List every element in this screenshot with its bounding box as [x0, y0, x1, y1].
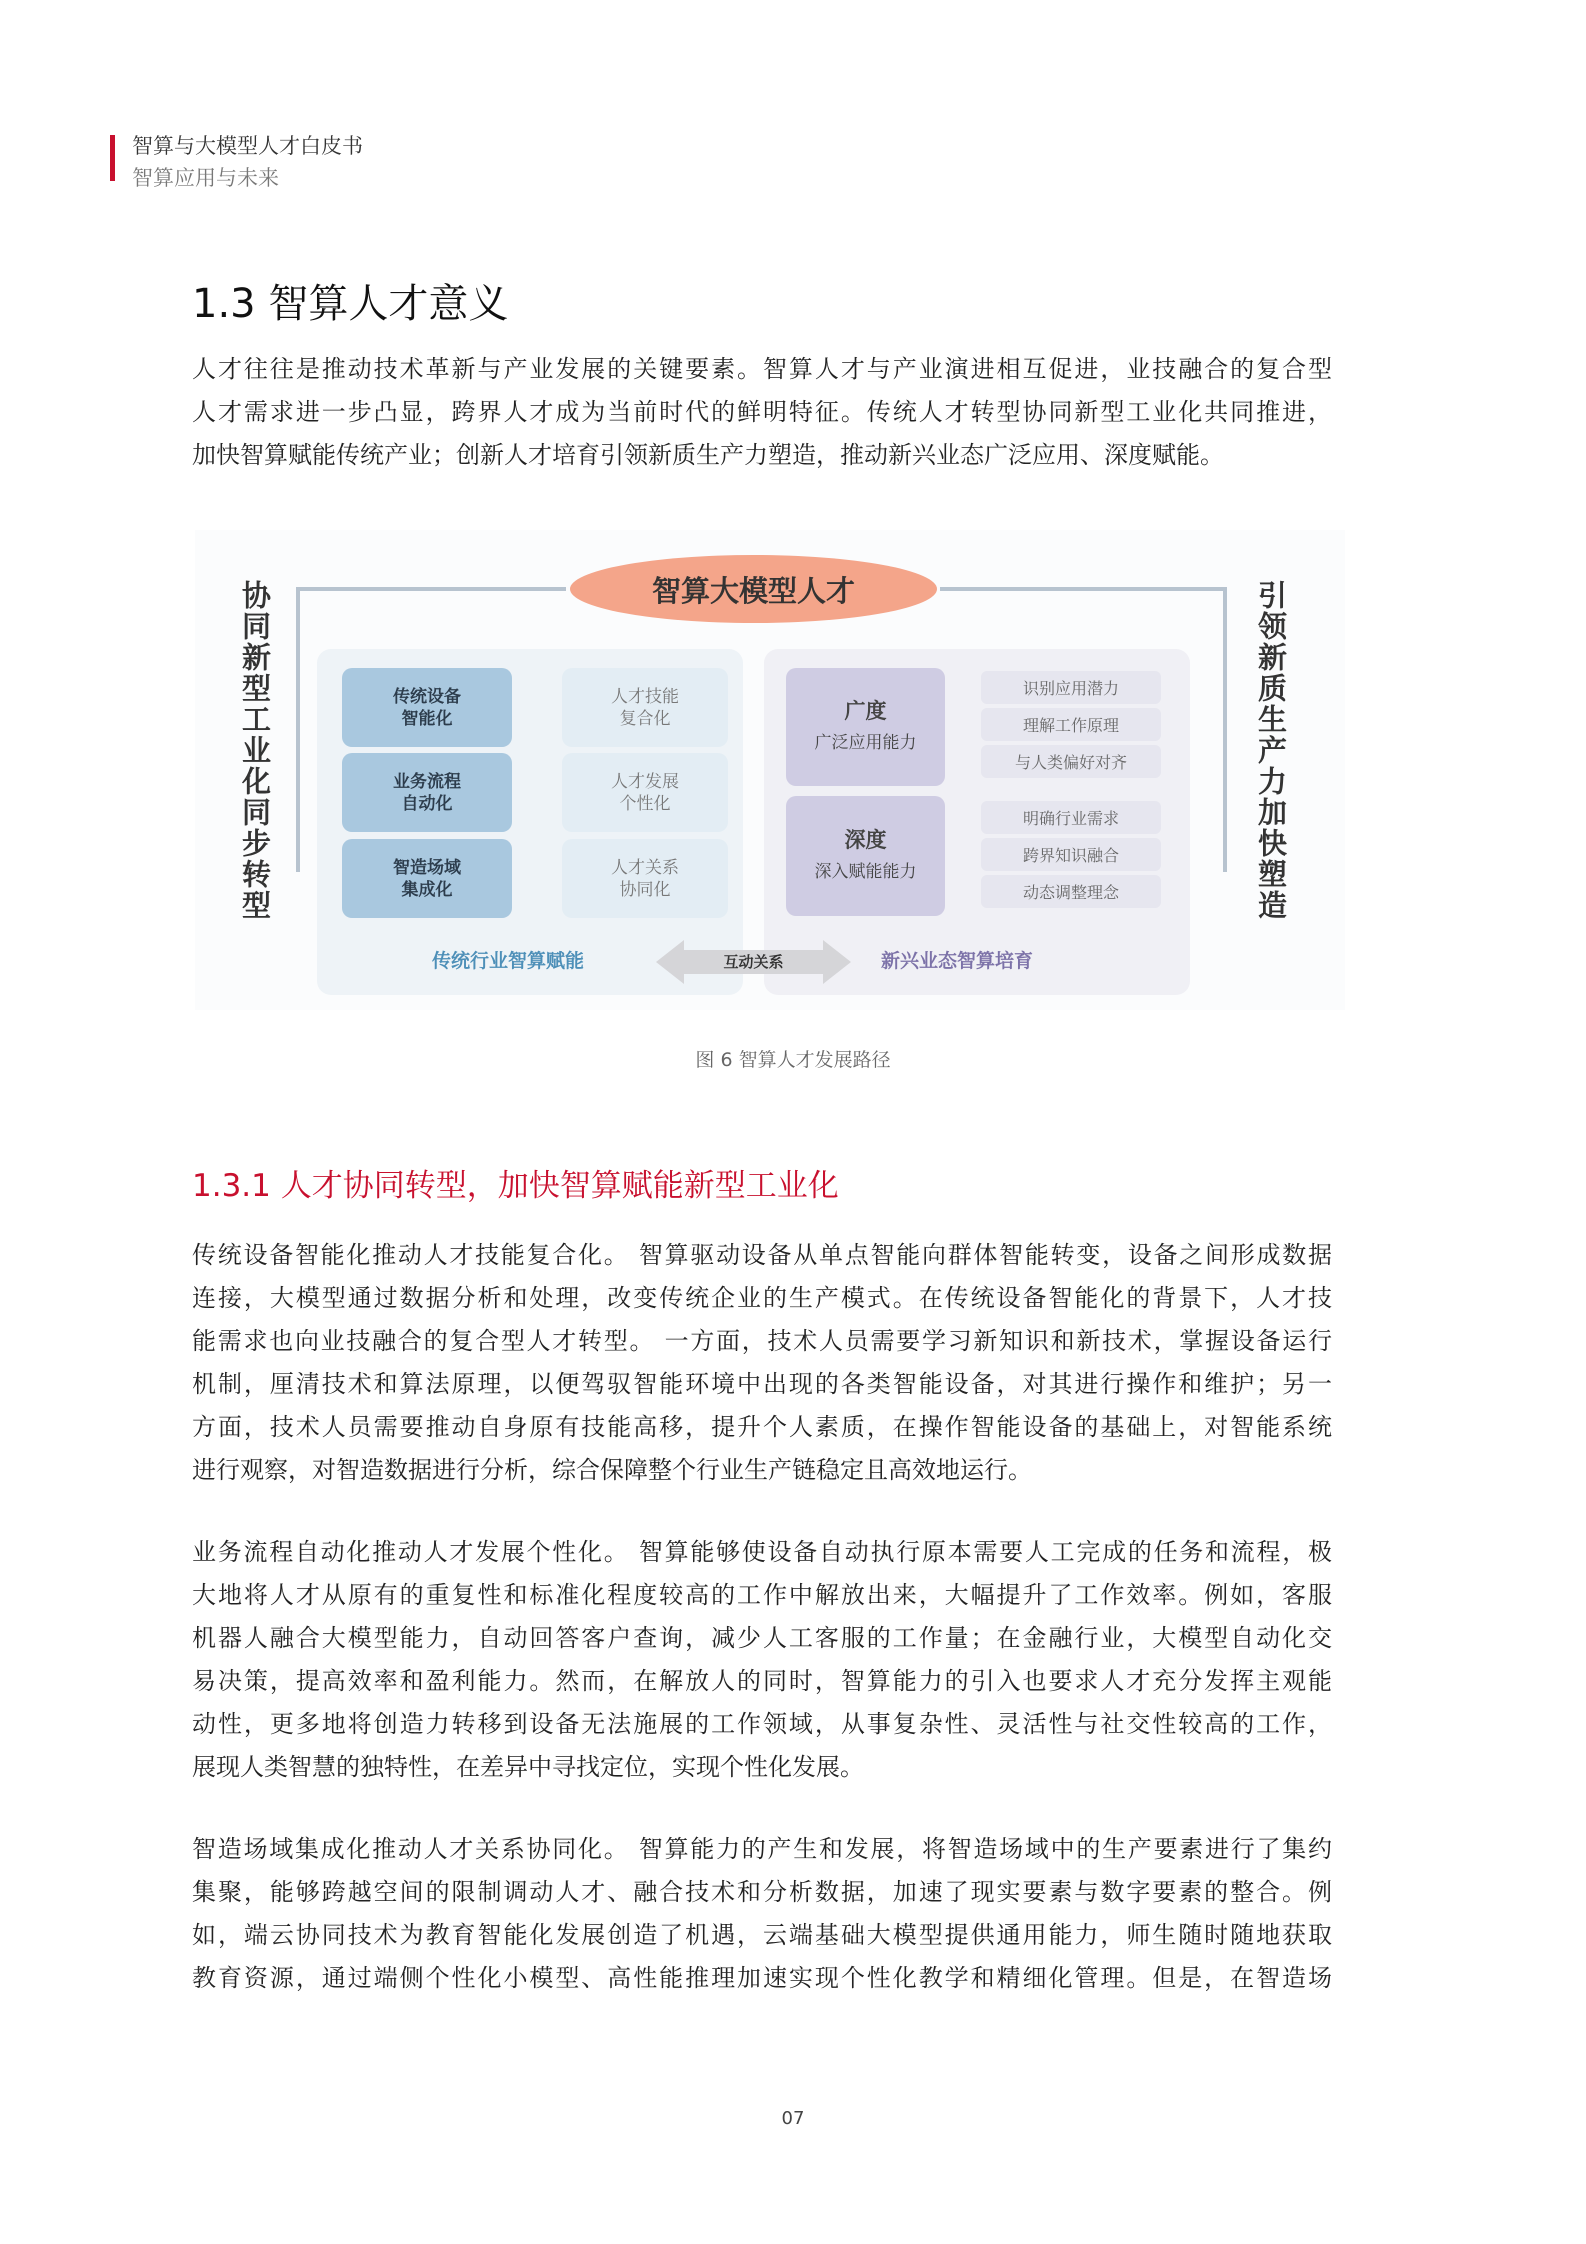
text-line: 易决策，提高效率和盈利能力。然而，在解放人的同时，智算能力的引入也要求人才充分发挥主观能	[192, 1667, 1332, 1695]
row-3-driver: 智造场域 集成化	[342, 839, 512, 918]
row-1-driver: 传统设备 智能化	[342, 668, 512, 747]
text-line: 教育资源，通过端侧个性化小模型、高性能推理加速实现个性化教学和精细化管理。但是，在智造场	[192, 1964, 1332, 1992]
text-line: 进行观察，对智造数据进行分析，综合保障整个行业生产链稳定且高效地运行。	[192, 1456, 1032, 1484]
depth-item: 明确行业需求	[981, 801, 1161, 834]
text-line: 传统设备智能化推动人才技能复合化。 智算驱动设备从单点智能向群体智能转变，设备之间形成数据	[192, 1241, 1332, 1269]
left-connector	[296, 587, 300, 872]
interaction-label: 互动关系	[723, 953, 784, 971]
left-side-label: 协同新型工业化同步转型	[238, 580, 272, 921]
text-line: 大地将人才从原有的重复性和标准化程度较高的工作中解放出来，大幅提升了工作效率。例如，客服	[192, 1581, 1332, 1609]
breadth-box: 广度 广泛应用能力	[786, 668, 945, 786]
talent-path-diagram	[195, 530, 1345, 1010]
section-title: 1.3 智算人才意义	[192, 281, 509, 327]
breadth-item: 理解工作原理	[981, 708, 1161, 741]
paragraph-equipment	[192, 1234, 1332, 1492]
paragraph-process	[192, 1531, 1332, 1789]
bottom-right-label: 新兴业态智算培育	[881, 950, 1034, 972]
depth-item: 跨界知识融合	[981, 838, 1161, 871]
page-number: 07	[781, 2108, 805, 2129]
doc-subtitle: 智算应用与未来	[132, 166, 279, 190]
row-2-outcome: 人才发展 个性化	[562, 753, 728, 832]
text-line: 人才往往是推动技术革新与产业发展的关键要素。智算人才与产业演进相互促进，业技融合的复合型	[192, 355, 1332, 383]
right-connector	[1223, 587, 1227, 872]
right-top-connector	[940, 587, 1227, 591]
text-line: 动性，更多地将创造力转移到设备无法施展的工作领域，从事复杂性、灵活性与社交性较高的工作，	[192, 1710, 1332, 1738]
left-top-connector	[296, 587, 566, 591]
text-line: 方面，技术人员需要推动自身原有技能高移，提升个人素质，在操作智能设备的基础上，对智能系统	[192, 1413, 1332, 1441]
text-line: 机器人融合大模型能力，自动回答客户查询，减少人工客服的工作量；在金融行业，大模型自动化交	[192, 1624, 1332, 1652]
text-line: 机制，厘清技术和算法原理，以便驾驭智能环境中出现的各类智能设备，对其进行操作和维护；另一	[192, 1370, 1332, 1398]
right-side-label: 引领新质生产力加快塑造	[1254, 580, 1288, 921]
text-line: 智造场域集成化推动人才关系协同化。 智算能力的产生和发展，将智造场域中的生产要素进行了集约	[192, 1835, 1332, 1863]
breadth-item: 识别应用潜力	[981, 671, 1161, 704]
header-accent-bar	[110, 135, 115, 181]
text-line: 集聚，能够跨越空间的限制调动人才、融合技术和分析数据，加速了现实要素与数字要素的整合。例	[192, 1878, 1332, 1906]
center-node: 智算大模型人才	[570, 555, 937, 623]
bottom-left-label: 传统行业智算赋能	[432, 950, 585, 972]
text-line: 业务流程自动化推动人才发展个性化。 智算能够使设备自动执行原本需要人工完成的任务和流程，极	[192, 1538, 1332, 1566]
paragraph-scenario	[192, 1828, 1332, 2000]
text-line: 展现人类智慧的独特性，在差异中寻找定位，实现个性化发展。	[192, 1753, 864, 1781]
text-line: 人才需求进一步凸显，跨界人才成为当前时代的鲜明特征。传统人才转型协同新型工业化共同推进，	[192, 398, 1332, 426]
breadth-item: 与人类偏好对齐	[981, 745, 1161, 778]
depth-item: 动态调整理念	[981, 875, 1161, 908]
text-line: 加快智算赋能传统产业；创新人才培育引领新质生产力塑造，推动新兴业态广泛应用、深度赋能。	[192, 441, 1224, 469]
subsection-title: 1.3.1 人才协同转型，加快智算赋能新型工业化	[192, 1168, 839, 1204]
depth-box: 深度 深入赋能能力	[786, 796, 945, 916]
row-2-driver: 业务流程 自动化	[342, 753, 512, 832]
intro-paragraph	[192, 348, 1332, 477]
text-line: 如，端云协同技术为教育智能化发展创造了机遇，云端基础大模型提供通用能力，师生随时随地获取	[192, 1921, 1332, 1949]
text-line: 能需求也向业技融合的复合型人才转型。 一方面，技术人员需要学习新知识和新技术，掌握设备运行	[192, 1327, 1332, 1355]
text-line: 连接，大模型通过数据分析和处理，改变传统企业的生产模式。在传统设备智能化的背景下，人才技	[192, 1284, 1332, 1312]
row-1-outcome: 人才技能 复合化	[562, 668, 728, 747]
doc-title: 智算与大模型人才白皮书	[132, 134, 363, 158]
figure-caption: 图 6 智算人才发展路径	[695, 1049, 891, 1071]
row-3-outcome: 人才关系 协同化	[562, 839, 728, 918]
